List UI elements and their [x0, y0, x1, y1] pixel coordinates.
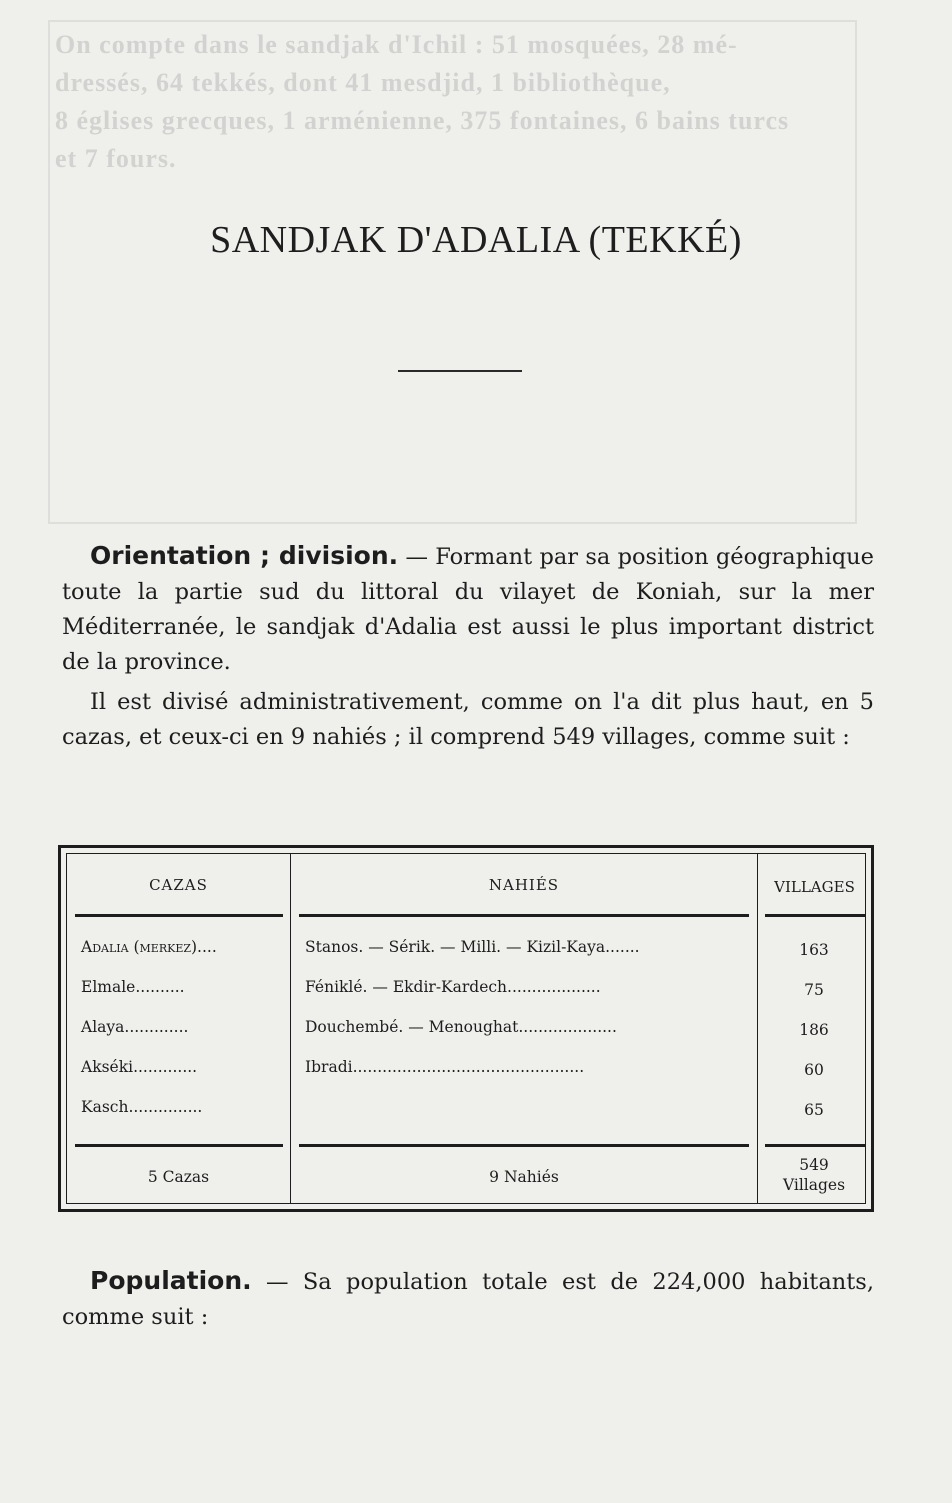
villages-cell: 186 — [799, 1021, 829, 1039]
totals-rule — [75, 1144, 283, 1147]
header-nahies: NAHIÉS — [488, 876, 560, 894]
nahies-cell: Ibradi............................................... — [305, 1058, 585, 1076]
header-rule — [75, 914, 283, 917]
totals-rule — [299, 1144, 749, 1147]
header-villages: VILLAGES — [774, 878, 855, 896]
total-cazas: 5 Cazas — [147, 1168, 210, 1186]
caza-cell: Adalia (merkez).... — [81, 938, 217, 956]
bleed-through-line: 8 églises grecques, 1 arménienne, 375 fontaines, 6 bains turcs — [55, 106, 790, 135]
population-heading: Population. — [90, 1266, 252, 1295]
nahies-cell: Douchembé. — Menoughat.................... — [305, 1018, 617, 1036]
population-text: — Sa population totale est de 224,000 habitants, comme suit : — [62, 1269, 874, 1330]
caza-cell: Kasch............... — [81, 1098, 203, 1116]
bleed-through-line: dressés, 64 tekkés, dont 41 mesdjid, 1 bibliothèque, — [55, 68, 671, 97]
header-rule — [299, 914, 749, 917]
orientation-heading: Orientation ; division. — [90, 541, 399, 570]
column-divider — [757, 854, 758, 1203]
total-nahies: 9 Nahiés — [489, 1168, 559, 1186]
header-rule — [765, 914, 865, 917]
villages-cell: 65 — [804, 1101, 824, 1119]
total-villages-number: 549 — [799, 1156, 829, 1174]
title-divider — [398, 370, 522, 372]
bleed-through-line: et 7 fours. — [55, 144, 177, 173]
population-paragraph — [62, 1263, 874, 1335]
caza-cell: Alaya............. — [81, 1018, 189, 1036]
totals-rule — [765, 1144, 865, 1147]
caza-cell: Elmale.......... — [81, 978, 185, 996]
column-divider — [290, 854, 291, 1203]
villages-cell: 163 — [799, 941, 829, 959]
villages-table — [58, 845, 874, 1212]
orientation-text: — Formant par sa position géographique toute la partie sud du littoral du vilayet de Koniah, sur la mer Méditerranée, le sandjak d'Adalia est aussi le plus important district de la province. — [62, 544, 874, 675]
villages-cell: 60 — [804, 1061, 824, 1079]
total-villages-label: Villages — [782, 1176, 846, 1194]
villages-cell: 75 — [804, 981, 824, 999]
division-paragraph: Il est divisé administrativement, comme on l'a dit plus haut, en 5 cazas, et ceux-ci en 9 nahiés ; il comprend 549 villages, comme suit : — [62, 689, 874, 750]
orientation-paragraph — [62, 538, 874, 680]
page-title: SANDJAK D'ADALIA (TEKKÉ) — [210, 219, 742, 261]
caza-cell: Akséki............. — [81, 1058, 198, 1076]
header-cazas: CAZAS — [149, 876, 208, 894]
bleed-through-line: On compte dans le sandjak d'Ichil : 51 mosquées, 28 mé- — [55, 30, 738, 59]
nahies-cell: Stanos. — Sérik. — Milli. — Kizil-Kaya....... — [305, 938, 640, 956]
nahies-cell: Féniklé. — Ekdir-Kardech................... — [305, 978, 601, 996]
